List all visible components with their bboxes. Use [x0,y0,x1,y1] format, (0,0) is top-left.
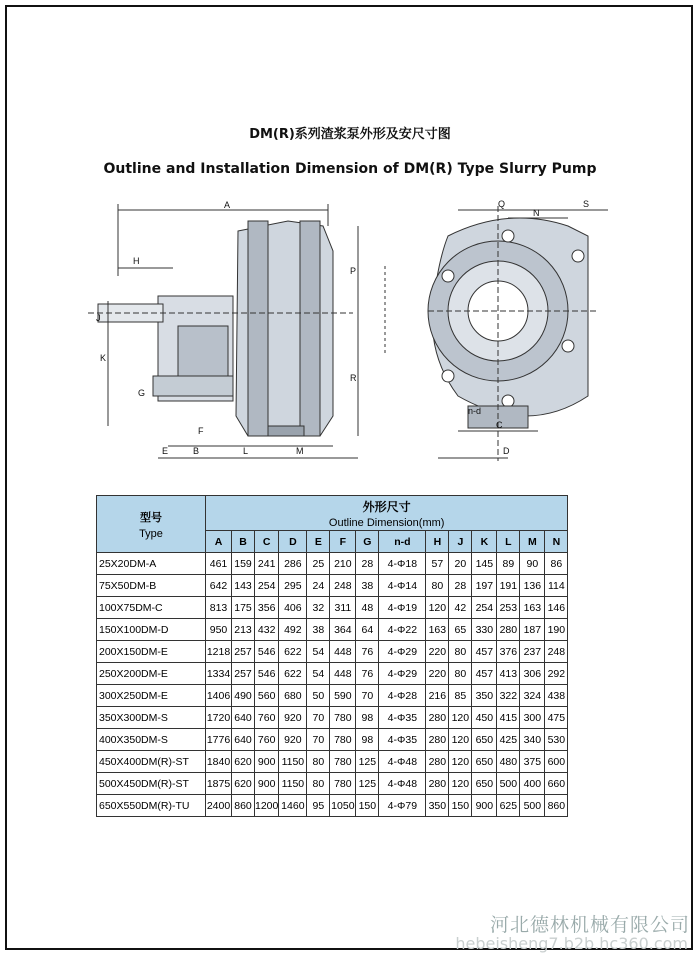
table-cell: 38 [356,575,379,597]
table-cell: 4-Φ18 [379,553,426,575]
dim-label-M: M [296,446,304,456]
table-cell: 120 [426,597,449,619]
dim-label-E: E [162,446,169,456]
table-cell: 1334 [206,663,232,685]
table-cell: 248 [330,575,356,597]
dim-label-H: H [133,256,140,266]
table-cell: 4-Φ22 [379,619,426,641]
table-cell: 220 [426,641,449,663]
table-cell: 546 [255,641,279,663]
table-cell: 625 [497,795,520,817]
row-type: 500X450DM(R)-ST [97,773,206,795]
dim-label-A: A [224,200,231,210]
table-cell: 375 [520,751,545,773]
table-cell: 350 [472,685,497,707]
table-cell: 42 [449,597,472,619]
table-cell: 48 [356,597,379,619]
table-cell: 120 [449,729,472,751]
type-header [97,496,206,553]
table-cell: 400 [520,773,545,795]
column-header: n-d [379,531,426,553]
table-cell: 220 [426,663,449,685]
table-cell: 432 [255,619,279,641]
table-cell: 70 [307,707,330,729]
table-cell: 425 [497,729,520,751]
table-row [97,685,568,707]
table-cell: 95 [307,795,330,817]
table-cell: 286 [279,553,307,575]
table-cell: 780 [330,729,356,751]
table-cell: 76 [356,641,379,663]
table-cell: 257 [232,663,255,685]
table-cell: 28 [356,553,379,575]
table-cell: 136 [520,575,545,597]
column-header: H [426,531,449,553]
table-cell: 143 [232,575,255,597]
table-cell: 191 [497,575,520,597]
table-cell: 642 [206,575,232,597]
table-cell: 237 [520,641,545,663]
table-cell: 257 [232,641,255,663]
table-cell: 950 [206,619,232,641]
table-cell: 660 [545,773,568,795]
table-cell: 280 [426,773,449,795]
table-cell: 620 [232,773,255,795]
table-cell: 4-Φ29 [379,641,426,663]
dim-label-F: F [198,426,204,436]
table-cell: 1460 [279,795,307,817]
table-row [97,773,568,795]
table-cell: 364 [330,619,356,641]
table-cell: 376 [497,641,520,663]
dim-label-G: G [138,388,146,398]
table-cell: 1840 [206,751,232,773]
table-cell: 600 [545,751,568,773]
table-cell: 860 [232,795,255,817]
row-type: 100X75DM-C [97,597,206,619]
table-cell: 1720 [206,707,232,729]
table-cell: 38 [307,619,330,641]
table-cell: 146 [545,597,568,619]
table-cell: 197 [472,575,497,597]
table-row [97,795,568,817]
table-cell: 680 [279,685,307,707]
dim-label-N: N [533,208,540,218]
table-cell: 70 [307,729,330,751]
table-cell: 64 [356,619,379,641]
dim-label-L: L [243,446,249,456]
table-cell: 28 [449,575,472,597]
table-cell: 622 [279,641,307,663]
table-cell: 900 [255,773,279,795]
row-type: 25X20DM-A [97,553,206,575]
table-cell: 640 [232,729,255,751]
table-cell: 356 [255,597,279,619]
table-row [97,575,568,597]
row-type: 350X300DM-S [97,707,206,729]
dim-label-D: D [503,446,510,456]
table-cell: 350 [426,795,449,817]
table-cell: 438 [545,685,568,707]
type-header-en: Type [139,527,163,540]
table-cell: 76 [356,663,379,685]
table-cell: 1050 [330,795,356,817]
table-cell: 248 [545,641,568,663]
column-header: A [206,531,232,553]
table-cell: 500 [520,795,545,817]
table-cell: 254 [255,575,279,597]
outline-header-cn: 外形尺寸 [362,499,411,514]
table-cell: 311 [330,597,356,619]
table-cell: 216 [426,685,449,707]
row-type: 75X50DM-B [97,575,206,597]
table-cell: 4-Φ48 [379,751,426,773]
row-type: 150X100DM-D [97,619,206,641]
table-cell: 461 [206,553,232,575]
table-cell: 280 [426,751,449,773]
table-cell: 860 [545,795,568,817]
table-cell: 2400 [206,795,232,817]
row-type: 450X400DM(R)-ST [97,751,206,773]
table-cell: 4-Φ35 [379,707,426,729]
dim-label-J: J [96,313,101,323]
table-cell: 4-Φ19 [379,597,426,619]
column-header: K [472,531,497,553]
dim-label-Q: Q [498,199,506,209]
table-cell: 813 [206,597,232,619]
table-cell: 20 [449,553,472,575]
table-cell: 457 [472,663,497,685]
dim-label-P: P [350,266,357,276]
table-cell: 125 [356,751,379,773]
table-row [97,751,568,773]
table-cell: 4-Φ14 [379,575,426,597]
title-chinese: DM(R)系列渣浆泵外形及安尺寸图 [249,127,451,142]
table-cell: 65 [449,619,472,641]
dim-label-R: R [350,373,357,383]
table-cell: 295 [279,575,307,597]
table-cell: 280 [426,729,449,751]
column-header: G [356,531,379,553]
table-cell: 89 [497,553,520,575]
row-type: 250X200DM-E [97,663,206,685]
row-type: 300X250DM-E [97,685,206,707]
table-cell: 54 [307,641,330,663]
table-cell: 213 [232,619,255,641]
table-cell: 650 [472,729,497,751]
dim-label-S: S [583,199,590,209]
dimension-table-container [96,495,568,817]
table-cell: 80 [307,773,330,795]
table-row [97,707,568,729]
table-cell: 492 [279,619,307,641]
column-header: E [307,531,330,553]
column-header: M [520,531,545,553]
table-cell: 4-Φ48 [379,773,426,795]
table-row [97,641,568,663]
table-cell: 80 [449,663,472,685]
table-cell: 322 [497,685,520,707]
table-cell: 4-Φ29 [379,663,426,685]
table-cell: 450 [472,707,497,729]
table-cell: 620 [232,751,255,773]
table-cell: 306 [520,663,545,685]
table-cell: 500 [497,773,520,795]
column-header: J [449,531,472,553]
table-cell: 210 [330,553,356,575]
row-type: 400X350DM-S [97,729,206,751]
table-cell: 241 [255,553,279,575]
table-row [97,553,568,575]
table-cell: 24 [307,575,330,597]
table-cell: 1150 [279,773,307,795]
table-cell: 4-Φ28 [379,685,426,707]
table-cell: 546 [255,663,279,685]
table-row [97,597,568,619]
row-type: 200X150DM-E [97,641,206,663]
table-cell: 1776 [206,729,232,751]
table-cell: 70 [356,685,379,707]
table-cell: 1218 [206,641,232,663]
table-cell: 760 [255,729,279,751]
table-cell: 292 [545,663,568,685]
table-row [97,729,568,751]
table-cell: 32 [307,597,330,619]
type-header-cn: 型号 [140,511,162,524]
table-cell: 330 [472,619,497,641]
table-cell: 50 [307,685,330,707]
table-cell: 475 [545,707,568,729]
table-cell: 650 [472,751,497,773]
column-header: B [232,531,255,553]
table-cell: 324 [520,685,545,707]
table-row [97,663,568,685]
table-cell: 1875 [206,773,232,795]
table-cell: 590 [330,685,356,707]
column-header: F [330,531,356,553]
table-cell: 57 [426,553,449,575]
pump-outline-drawing [88,196,618,471]
table-cell: 900 [472,795,497,817]
dim-label-C: C [496,420,503,430]
table-cell: 490 [232,685,255,707]
table-cell: 448 [330,663,356,685]
column-header: C [255,531,279,553]
table-cell: 900 [255,751,279,773]
table-cell: 1200 [255,795,279,817]
table-cell: 4-Φ79 [379,795,426,817]
table-cell: 120 [449,773,472,795]
table-cell: 280 [497,619,520,641]
row-type: 650X550DM(R)-TU [97,795,206,817]
table-cell: 530 [545,729,568,751]
table-cell: 54 [307,663,330,685]
table-cell: 1150 [279,751,307,773]
dim-label-B: B [193,446,200,456]
table-cell: 25 [307,553,330,575]
table-cell: 163 [426,619,449,641]
table-cell: 560 [255,685,279,707]
table-cell: 120 [449,751,472,773]
table-cell: 145 [472,553,497,575]
table-cell: 280 [426,707,449,729]
outline-header-en: Outline Dimension(mm) [328,516,445,529]
table-cell: 98 [356,707,379,729]
table-cell: 480 [497,751,520,773]
dimension-table [96,495,568,817]
table-cell: 80 [449,641,472,663]
table-cell: 80 [426,575,449,597]
table-cell: 120 [449,707,472,729]
title-english: Outline and Installation Dimension of DM(R) Type Slurry Pump [103,161,597,177]
table-cell: 150 [449,795,472,817]
table-cell: 300 [520,707,545,729]
table-cell: 780 [330,751,356,773]
table-cell: 98 [356,729,379,751]
table-cell: 920 [279,729,307,751]
table-cell: 760 [255,707,279,729]
table-cell: 163 [520,597,545,619]
column-header: L [497,531,520,553]
watermark-url: hebeisheng7.b2b.hc360.com [455,934,688,953]
table-cell: 1406 [206,685,232,707]
watermark-company: 河北德林机械有限公司 [489,914,690,936]
table-cell: 190 [545,619,568,641]
table-cell: 780 [330,773,356,795]
table-cell: 80 [307,751,330,773]
outline-header [206,496,568,531]
table-cell: 780 [330,707,356,729]
dim-label-nd: n-d [468,406,482,416]
table-cell: 175 [232,597,255,619]
table-cell: 340 [520,729,545,751]
table-cell: 406 [279,597,307,619]
column-header: N [545,531,568,553]
table-cell: 413 [497,663,520,685]
dim-label-K: K [100,353,107,363]
table-row [97,619,568,641]
table-cell: 150 [356,795,379,817]
table-cell: 457 [472,641,497,663]
table-cell: 448 [330,641,356,663]
table-cell: 159 [232,553,255,575]
column-header: D [279,531,307,553]
table-cell: 415 [497,707,520,729]
table-cell: 622 [279,663,307,685]
table-cell: 650 [472,773,497,795]
table-cell: 253 [497,597,520,619]
table-cell: 114 [545,575,568,597]
table-cell: 254 [472,597,497,619]
table-cell: 86 [545,553,568,575]
table-cell: 640 [232,707,255,729]
table-cell: 920 [279,707,307,729]
table-cell: 85 [449,685,472,707]
table-cell: 4-Φ35 [379,729,426,751]
table-cell: 125 [356,773,379,795]
table-cell: 90 [520,553,545,575]
table-cell: 187 [520,619,545,641]
